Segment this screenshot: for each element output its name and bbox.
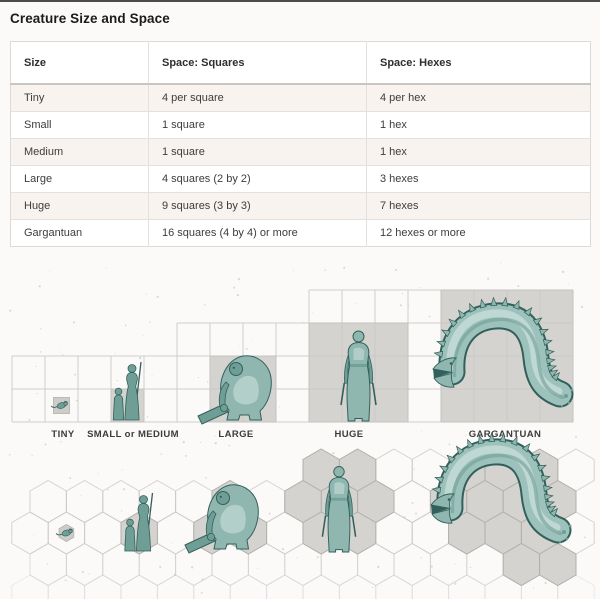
squares-cell: 4 squares (2 by 2) — [149, 166, 367, 193]
size-labels — [51, 429, 541, 440]
top-divider — [0, 0, 600, 2]
table-row-medium — [11, 139, 591, 166]
hexes-cell: 7 hexes — [367, 193, 591, 220]
table-row-huge — [11, 193, 591, 220]
small-medium-creatures-hex — [125, 493, 153, 551]
table-row-small — [11, 112, 591, 139]
label-gargantuan: GARGANTUAN — [468, 429, 542, 440]
label-small-or-medium: SMALL or MEDIUM — [87, 429, 179, 440]
label-tiny: TINY — [51, 429, 75, 440]
label-huge: HUGE — [334, 429, 364, 440]
hexes-cell: 3 hexes — [367, 166, 591, 193]
label-large: LARGE — [218, 429, 254, 440]
large-creature-square — [198, 356, 271, 424]
table-header-row — [11, 42, 591, 85]
squares-cell: 9 squares (3 by 3) — [149, 193, 367, 220]
size-cell: Small — [11, 112, 149, 139]
table-row-gargantuan — [11, 220, 591, 247]
header-space-hexes: Space: Hexes — [367, 42, 591, 85]
squares-cell: 1 square — [149, 139, 367, 166]
squares-cell: 1 square — [149, 112, 367, 139]
small-medium-creatures-square — [113, 362, 141, 420]
header-space-squares: Space: Squares — [149, 42, 367, 85]
table-row-large — [11, 166, 591, 193]
size-cell: Huge — [11, 193, 149, 220]
size-cell: Medium — [11, 139, 149, 166]
squares-cell: 4 per square — [149, 84, 367, 112]
hexes-cell: 12 hexes or more — [367, 220, 591, 247]
size-cell: Gargantuan — [11, 220, 149, 247]
size-comparison-illustration — [0, 255, 600, 599]
size-cell: Large — [11, 166, 149, 193]
size-cell: Tiny — [11, 84, 149, 112]
squares-cell: 16 squares (4 by 4) or more — [149, 220, 367, 247]
hexes-cell: 1 hex — [367, 112, 591, 139]
hexes-cell: 4 per hex — [367, 84, 591, 112]
page-title: Creature Size and Space — [10, 11, 170, 26]
table-row-tiny — [11, 84, 591, 112]
creature-size-table — [10, 41, 591, 247]
header-size: Size — [11, 42, 149, 85]
hexes-cell: 1 hex — [367, 139, 591, 166]
large-creature-hex — [185, 485, 258, 553]
